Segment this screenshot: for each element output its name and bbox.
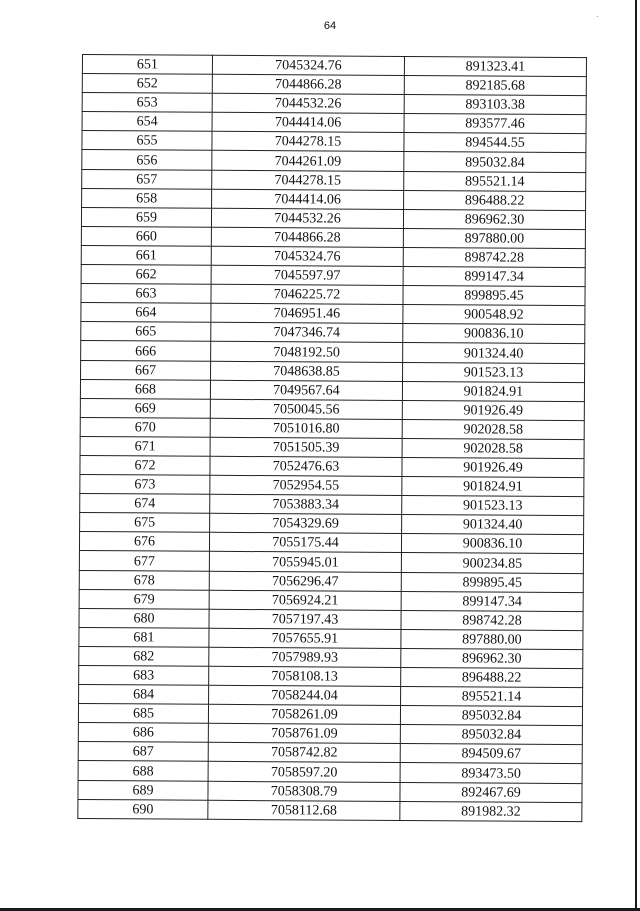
x-coordinate-cell: 7056924.21 [209,590,401,610]
point-number-cell: 653 [82,93,212,113]
x-coordinate-cell: 7052954.55 [210,475,402,495]
point-number-cell: 674 [80,494,210,514]
point-number-cell: 675 [80,513,210,533]
point-number-cell: 655 [82,131,212,151]
point-number-cell: 654 [82,112,212,132]
point-number-cell: 662 [81,265,211,285]
y-coordinate-cell: 901926.49 [402,400,584,420]
y-coordinate-cell: 900836.10 [401,534,583,554]
y-coordinate-cell: 895521.14 [401,687,583,707]
x-coordinate-cell: 7044414.06 [212,113,404,133]
y-coordinate-cell: 893103.38 [404,95,586,115]
point-number-cell: 669 [80,398,210,418]
point-number-cell: 671 [80,436,210,456]
point-number-cell: 676 [79,532,209,552]
y-coordinate-cell: 901324.40 [403,343,585,363]
corner-mark: · [596,12,599,21]
x-coordinate-cell: 7044866.28 [212,74,404,94]
y-coordinate-cell: 891982.32 [400,801,582,821]
coordinate-table-wrapper [77,54,586,822]
x-coordinate-cell: 7044278.15 [212,132,404,152]
x-coordinate-cell: 7044866.28 [211,227,403,247]
x-coordinate-cell: 7045324.76 [212,55,404,75]
x-coordinate-cell: 7048192.50 [211,342,403,362]
x-coordinate-cell: 7058597.20 [208,762,400,782]
y-coordinate-cell: 902028.58 [402,438,584,458]
x-coordinate-cell: 7058742.82 [208,743,400,763]
y-coordinate-cell: 896962.30 [401,648,583,668]
x-coordinate-cell: 7056296.47 [209,571,401,591]
coordinate-table-body [78,55,587,822]
x-coordinate-cell: 7058308.79 [208,781,400,801]
y-coordinate-cell: 896962.30 [403,209,585,229]
x-coordinate-cell: 7046951.46 [211,304,403,324]
y-coordinate-cell: 901523.13 [402,496,584,516]
x-coordinate-cell: 7058112.68 [208,800,400,820]
point-number-cell: 656 [82,150,212,170]
y-coordinate-cell: 901926.49 [402,457,584,477]
x-coordinate-cell: 7057655.91 [209,628,401,648]
point-number-cell: 688 [78,761,208,781]
point-number-cell: 672 [80,455,210,475]
x-coordinate-cell: 7057197.43 [209,609,401,629]
y-coordinate-cell: 895032.84 [400,725,582,745]
y-coordinate-cell: 902028.58 [402,419,584,439]
point-number-cell: 665 [81,322,211,342]
x-coordinate-cell: 7048638.85 [211,361,403,381]
y-coordinate-cell: 896488.22 [404,190,586,210]
point-number-cell: 680 [79,608,209,628]
point-number-cell: 668 [80,379,210,399]
point-number-cell: 657 [82,169,212,189]
x-coordinate-cell: 7057989.93 [209,647,401,667]
y-coordinate-cell: 892185.68 [404,76,586,96]
point-number-cell: 660 [81,226,211,246]
x-coordinate-cell: 7054329.69 [210,514,402,534]
y-coordinate-cell: 897880.00 [403,228,585,248]
point-number-cell: 682 [79,646,209,666]
point-number-cell: 667 [81,360,211,380]
x-coordinate-cell: 7047346.74 [211,323,403,343]
y-coordinate-cell: 898742.28 [403,247,585,267]
point-number-cell: 673 [80,475,210,495]
point-number-cell: 681 [79,627,209,647]
page-number: 64 [323,20,337,32]
point-number-cell: 663 [81,284,211,304]
y-coordinate-cell: 894509.67 [400,744,582,764]
y-coordinate-cell: 900548.92 [403,305,585,325]
scan-edge-right [635,0,637,911]
point-number-cell: 683 [79,665,209,685]
x-coordinate-cell: 7050045.56 [210,399,402,419]
x-coordinate-cell: 7053883.34 [210,494,402,514]
y-coordinate-cell: 897880.00 [401,629,583,649]
point-number-cell: 687 [78,742,208,762]
y-coordinate-cell: 901824.91 [402,381,584,401]
y-coordinate-cell: 899895.45 [401,572,583,592]
y-coordinate-cell: 893473.50 [400,763,582,783]
point-number-cell: 677 [79,551,209,571]
x-coordinate-cell: 7052476.63 [210,456,402,476]
x-coordinate-cell: 7044261.09 [212,151,404,171]
y-coordinate-cell: 895032.84 [400,706,582,726]
x-coordinate-cell: 7058244.04 [209,685,401,705]
y-coordinate-cell: 898742.28 [401,610,583,630]
y-coordinate-cell: 899895.45 [403,286,585,306]
point-number-cell: 679 [79,589,209,609]
y-coordinate-cell: 894544.55 [404,133,586,153]
x-coordinate-cell: 7058108.13 [209,666,401,686]
y-coordinate-cell: 900836.10 [403,324,585,344]
y-coordinate-cell: 892467.69 [400,782,582,802]
point-number-cell: 666 [81,341,211,361]
point-number-cell: 658 [82,188,212,208]
x-coordinate-cell: 7058261.09 [208,704,400,724]
y-coordinate-cell: 901523.13 [403,362,585,382]
point-number-cell: 659 [81,207,211,227]
x-coordinate-cell: 7058761.09 [208,724,400,744]
y-coordinate-cell: 893577.46 [404,114,586,134]
point-number-cell: 664 [81,303,211,323]
x-coordinate-cell: 7055945.01 [209,552,401,572]
x-coordinate-cell: 7045324.76 [211,246,403,266]
y-coordinate-cell: 899147.34 [403,266,585,286]
point-number-cell: 670 [80,417,210,437]
point-number-cell: 651 [82,55,212,75]
y-coordinate-cell: 901324.40 [402,515,584,535]
x-coordinate-cell: 7046225.72 [211,284,403,304]
x-coordinate-cell: 7055175.44 [209,533,401,553]
x-coordinate-cell: 7044278.15 [212,170,404,190]
x-coordinate-cell: 7049567.64 [210,380,402,400]
point-number-cell: 690 [78,799,208,819]
y-coordinate-cell: 901824.91 [402,477,584,497]
coordinate-table [77,54,587,822]
y-coordinate-cell: 899147.34 [401,591,583,611]
x-coordinate-cell: 7045597.97 [211,265,403,285]
y-coordinate-cell: 891323.41 [404,56,586,76]
y-coordinate-cell: 895521.14 [404,171,586,191]
point-number-cell: 661 [81,245,211,265]
point-number-cell: 678 [79,570,209,590]
x-coordinate-cell: 7044532.26 [212,93,404,113]
point-number-cell: 686 [78,723,208,743]
y-coordinate-cell: 900234.85 [401,553,583,573]
y-coordinate-cell: 895032.84 [404,152,586,172]
x-coordinate-cell: 7051016.80 [210,418,402,438]
table-row [78,799,582,821]
x-coordinate-cell: 7051505.39 [210,437,402,457]
point-number-cell: 652 [82,74,212,94]
point-number-cell: 684 [79,685,209,705]
x-coordinate-cell: 7044414.06 [212,189,404,209]
point-number-cell: 685 [78,704,208,724]
x-coordinate-cell: 7044532.26 [211,208,403,228]
point-number-cell: 689 [78,780,208,800]
y-coordinate-cell: 896488.22 [401,667,583,687]
